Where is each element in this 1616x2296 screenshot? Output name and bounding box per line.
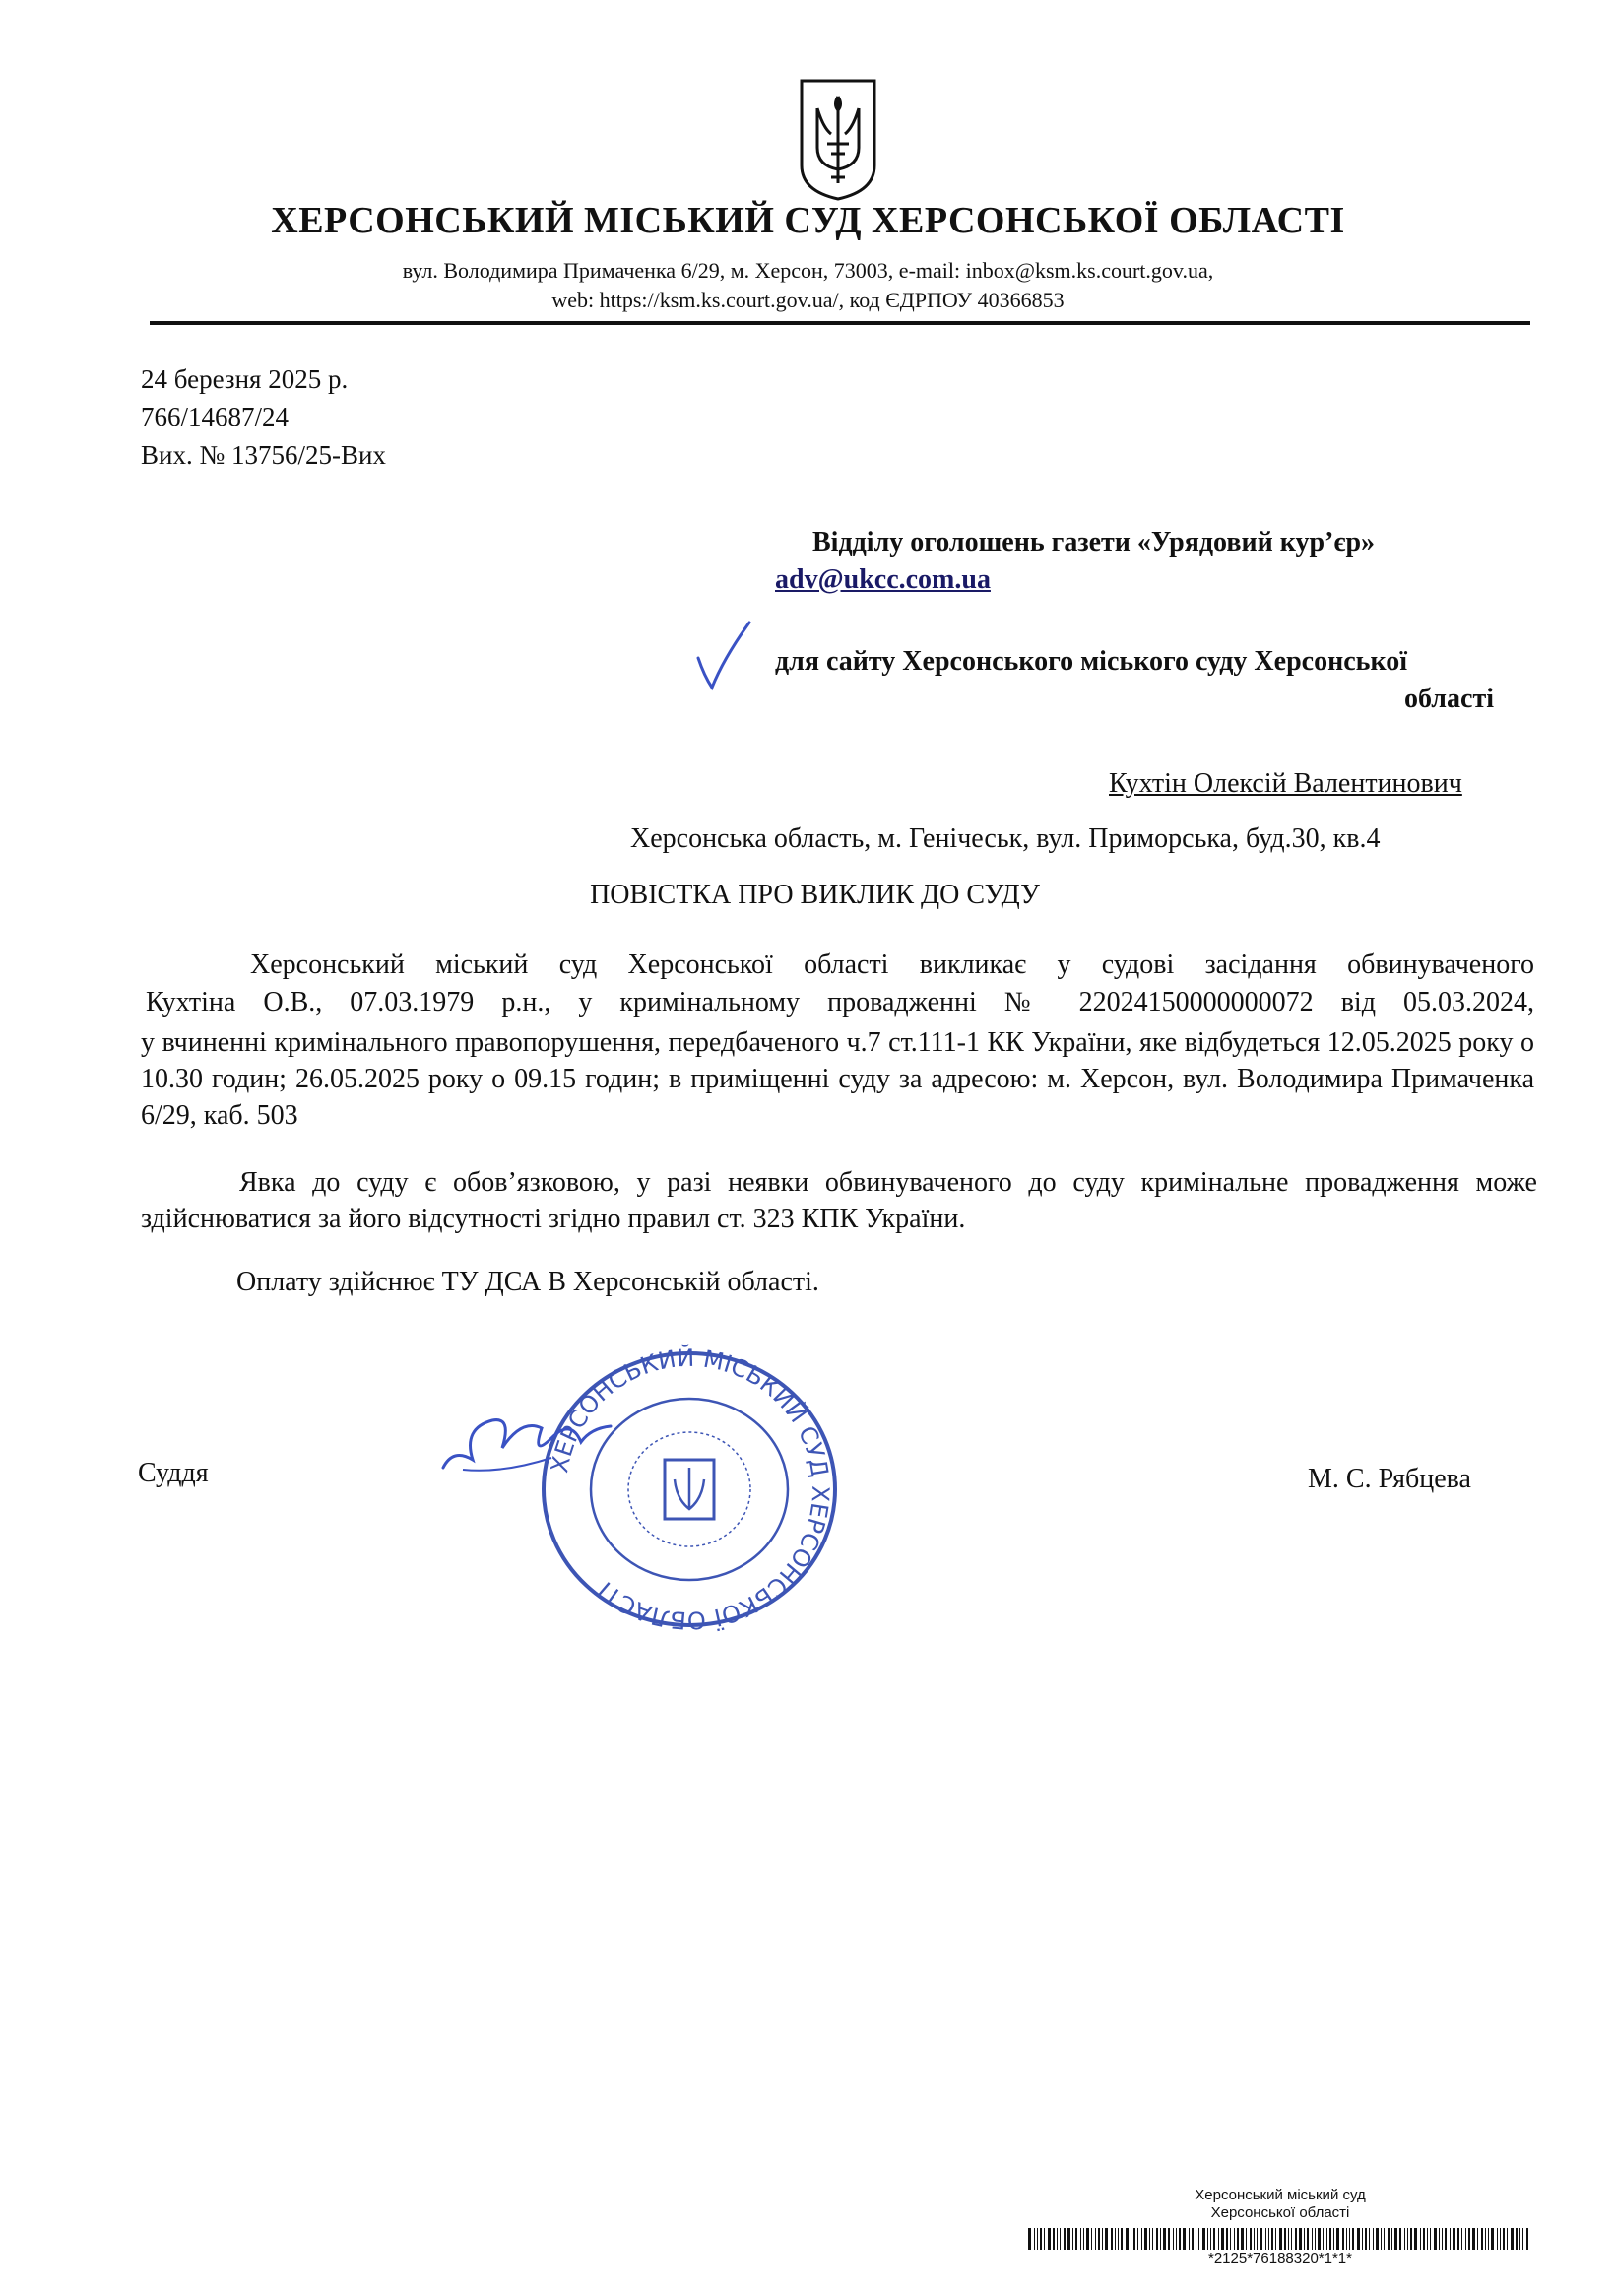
recipient-website-cont: області [1404,684,1494,714]
recipient-email-link[interactable]: adv@ukcc.com.ua [775,564,991,595]
barcode-org-line-2: Херсонської області [1210,2204,1350,2221]
outgoing-number: Вих. № 13756/25-Вих [141,440,386,470]
document-title: ПОВІСТКА ПРО ВИКЛИК ДО СУДУ [590,880,1040,910]
header-divider [150,321,1530,325]
paragraph-1-rest: у вчиненні кримінального правопорушення, передбаченого ч.7 ст.111-1 КК України, яке відбудеться 12.05.2025 року о 10.30 годин; 26.05.2025 року о 09.15 годин; в приміщенні суду за адресою: м. Херсон, вул. Володимира Примаченка 6/29, каб. 503 [141,1027,1534,1131]
recipient-newspaper: Відділу оголошень газети «Урядовий кур’єр» [812,527,1376,558]
svg-text:ХЕРСОНСЬКИЙ МІСЬКИЙ СУД ХЕРСОН: ХЕРСОНСЬКИЙ МІСЬКИЙ СУД ХЕРСОНСЬКОЇ ОБЛАСТІ [546,1344,835,1635]
addressee-name: Кухтін Олексій Валентинович [1109,768,1462,799]
official-seal [527,1342,852,1637]
recipient-website: для сайту Херсонського міського суду Херсонської [775,646,1407,677]
court-contact-line-1: вул. Володимира Примаченка 6/29, м. Херсон, 73003, e-mail: inbox@ksm.ks.court.gov.ua, [402,258,1214,283]
paragraph-1-line-2: Кухтіна О.В., 07.03.1979 р.н., у кримінальному провадженні № 22024150000000072 від 05.03.2024, [146,987,1534,1017]
checkmark-icon [694,619,753,697]
court-contact-line-2: web: https://ksm.ks.court.gov.ua/, код ЄДРПОУ 40366853 [551,288,1065,312]
addressee-address: Херсонська область, м. Генічеськ, вул. Приморська, буд.30, кв.4 [630,823,1381,854]
paragraph-1-line-1: Херсонський міський суд Херсонської області викликає у судові засідання обвинуваченого [250,950,1534,980]
paragraph-2: Явка до суду є обов’язковою, у разі неявки обвинуваченого до суду кримінальне провадження може здійснюватися за його відсутності згідно правил ст. 323 КПК України. [141,1167,1537,1234]
judge-role: Суддя [138,1458,209,1488]
barcode-code: *2125*76188320*1*1* [1208,2250,1352,2266]
handwritten-signature [433,1399,630,1487]
paragraph-3: Оплату здійснює ТУ ДСА В Херсонській області. [236,1267,819,1297]
barcode [1028,2228,1532,2250]
court-name: ХЕРСОНСЬКИЙ МІСЬКИЙ СУД ХЕРСОНСЬКОЇ ОБЛАСТІ [271,200,1345,241]
document-date: 24 березня 2025 р. [141,364,349,394]
coat-of-arms-icon [794,75,882,203]
barcode-org-line-1: Херсонський міський суд [1195,2187,1366,2203]
judge-name: М. С. Рябцева [1308,1464,1471,1494]
case-number: 766/14687/24 [141,402,290,431]
